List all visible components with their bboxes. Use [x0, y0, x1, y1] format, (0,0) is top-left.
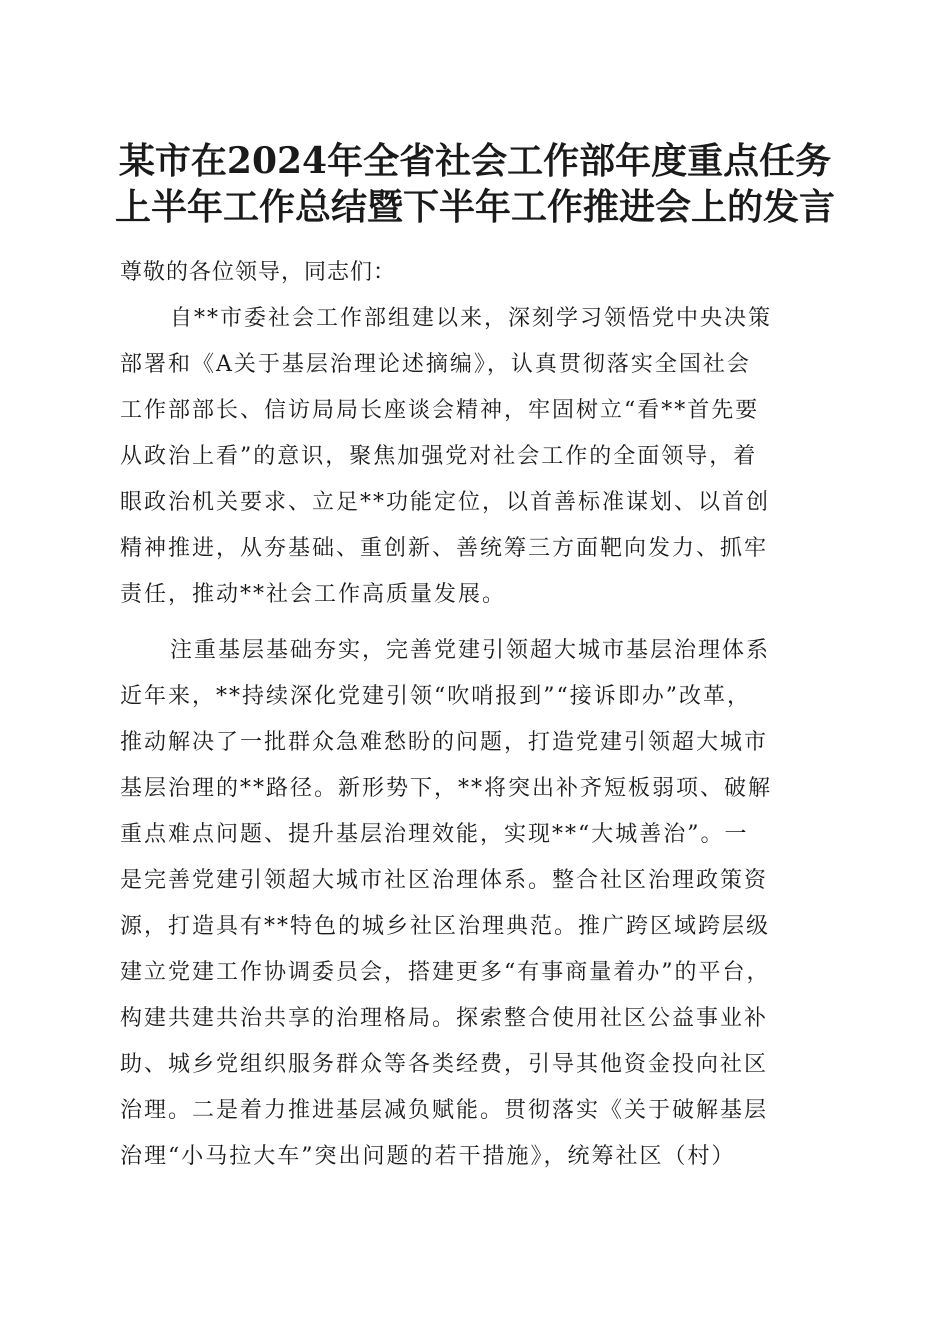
paragraph-line: 是完善党建引领超大城市社区治理体系。整合社区治理政策资	[120, 868, 769, 893]
title-line-2: 上半年工作总结暨下半年工作推进会上的发言	[114, 186, 835, 228]
paragraph-line: 重点难点问题、提升基层治理效能，实现**“大城善治”。一	[120, 822, 749, 847]
paragraph-line: 推动解决了一批群众急难愁盼的问题，打造党建引领超大城市	[120, 730, 769, 755]
document-body	[120, 250, 832, 1180]
paragraph-line: 责任，推动**社会工作高质量发展。	[120, 582, 507, 607]
paragraph-line: 治理。二是着力推进基层减负赋能。贯彻落实《关于破解基层	[120, 1098, 769, 1123]
paragraph-line: 注重基层基础夯实，完善党建引领超大城市基层治理体系	[170, 638, 771, 663]
paragraph-line: 源，打造具有**特色的城乡社区治理典范。推广跨区域跨层级	[120, 914, 771, 939]
paragraph-line: 工作部部长、信访局局长座谈会精神，牢固树立“看**首先要	[120, 398, 760, 423]
paragraph-1	[120, 296, 832, 618]
paragraph-line: 基层治理的**路径。新形势下，**将突出补齐短板弱项、破解	[120, 776, 773, 801]
paragraph-spacer	[120, 618, 832, 628]
paragraph-line: 近年来，**持续深化党建引领“吹哨报到”“接诉即办”改革，	[120, 684, 751, 709]
paragraph-line: 治理“小马拉大车”突出问题的若干措施》，统筹社区（村）	[120, 1144, 736, 1169]
paragraph-line: 建立党建工作协调委员会，搭建更多“有事商量着办”的平台，	[120, 960, 771, 985]
paragraph-line: 构建共建共治共享的治理格局。探索整合使用社区公益事业补	[120, 1006, 769, 1031]
paragraph-line: 部署和《A关于基层治理论述摘编》，认真贯彻落实全国社会	[120, 352, 751, 377]
salutation: 尊敬的各位领导，同志们：	[120, 260, 397, 285]
paragraph-line: 从政治上看”的意识，聚焦加强党对社会工作的全面领导，着	[120, 444, 758, 469]
paragraph-line: 自**市委社会工作部组建以来，深刻学习领悟党中央决策	[170, 306, 773, 331]
paragraph-line: 助、城乡党组织服务群众等各类经费，引导其他资金投向社区	[120, 1052, 769, 1077]
paragraph-2	[120, 628, 832, 1180]
document-title	[60, 138, 890, 230]
title-line-1: 某市在2024年全省社会工作部年度重点任务	[118, 140, 832, 182]
paragraph-line: 精神推进，从夯基础、重创新、善统筹三方面靶向发力、抓牢	[120, 536, 769, 561]
paragraph-line: 眼政治机关要求、立足**功能定位，以首善标准谋划、以首创	[120, 490, 771, 515]
